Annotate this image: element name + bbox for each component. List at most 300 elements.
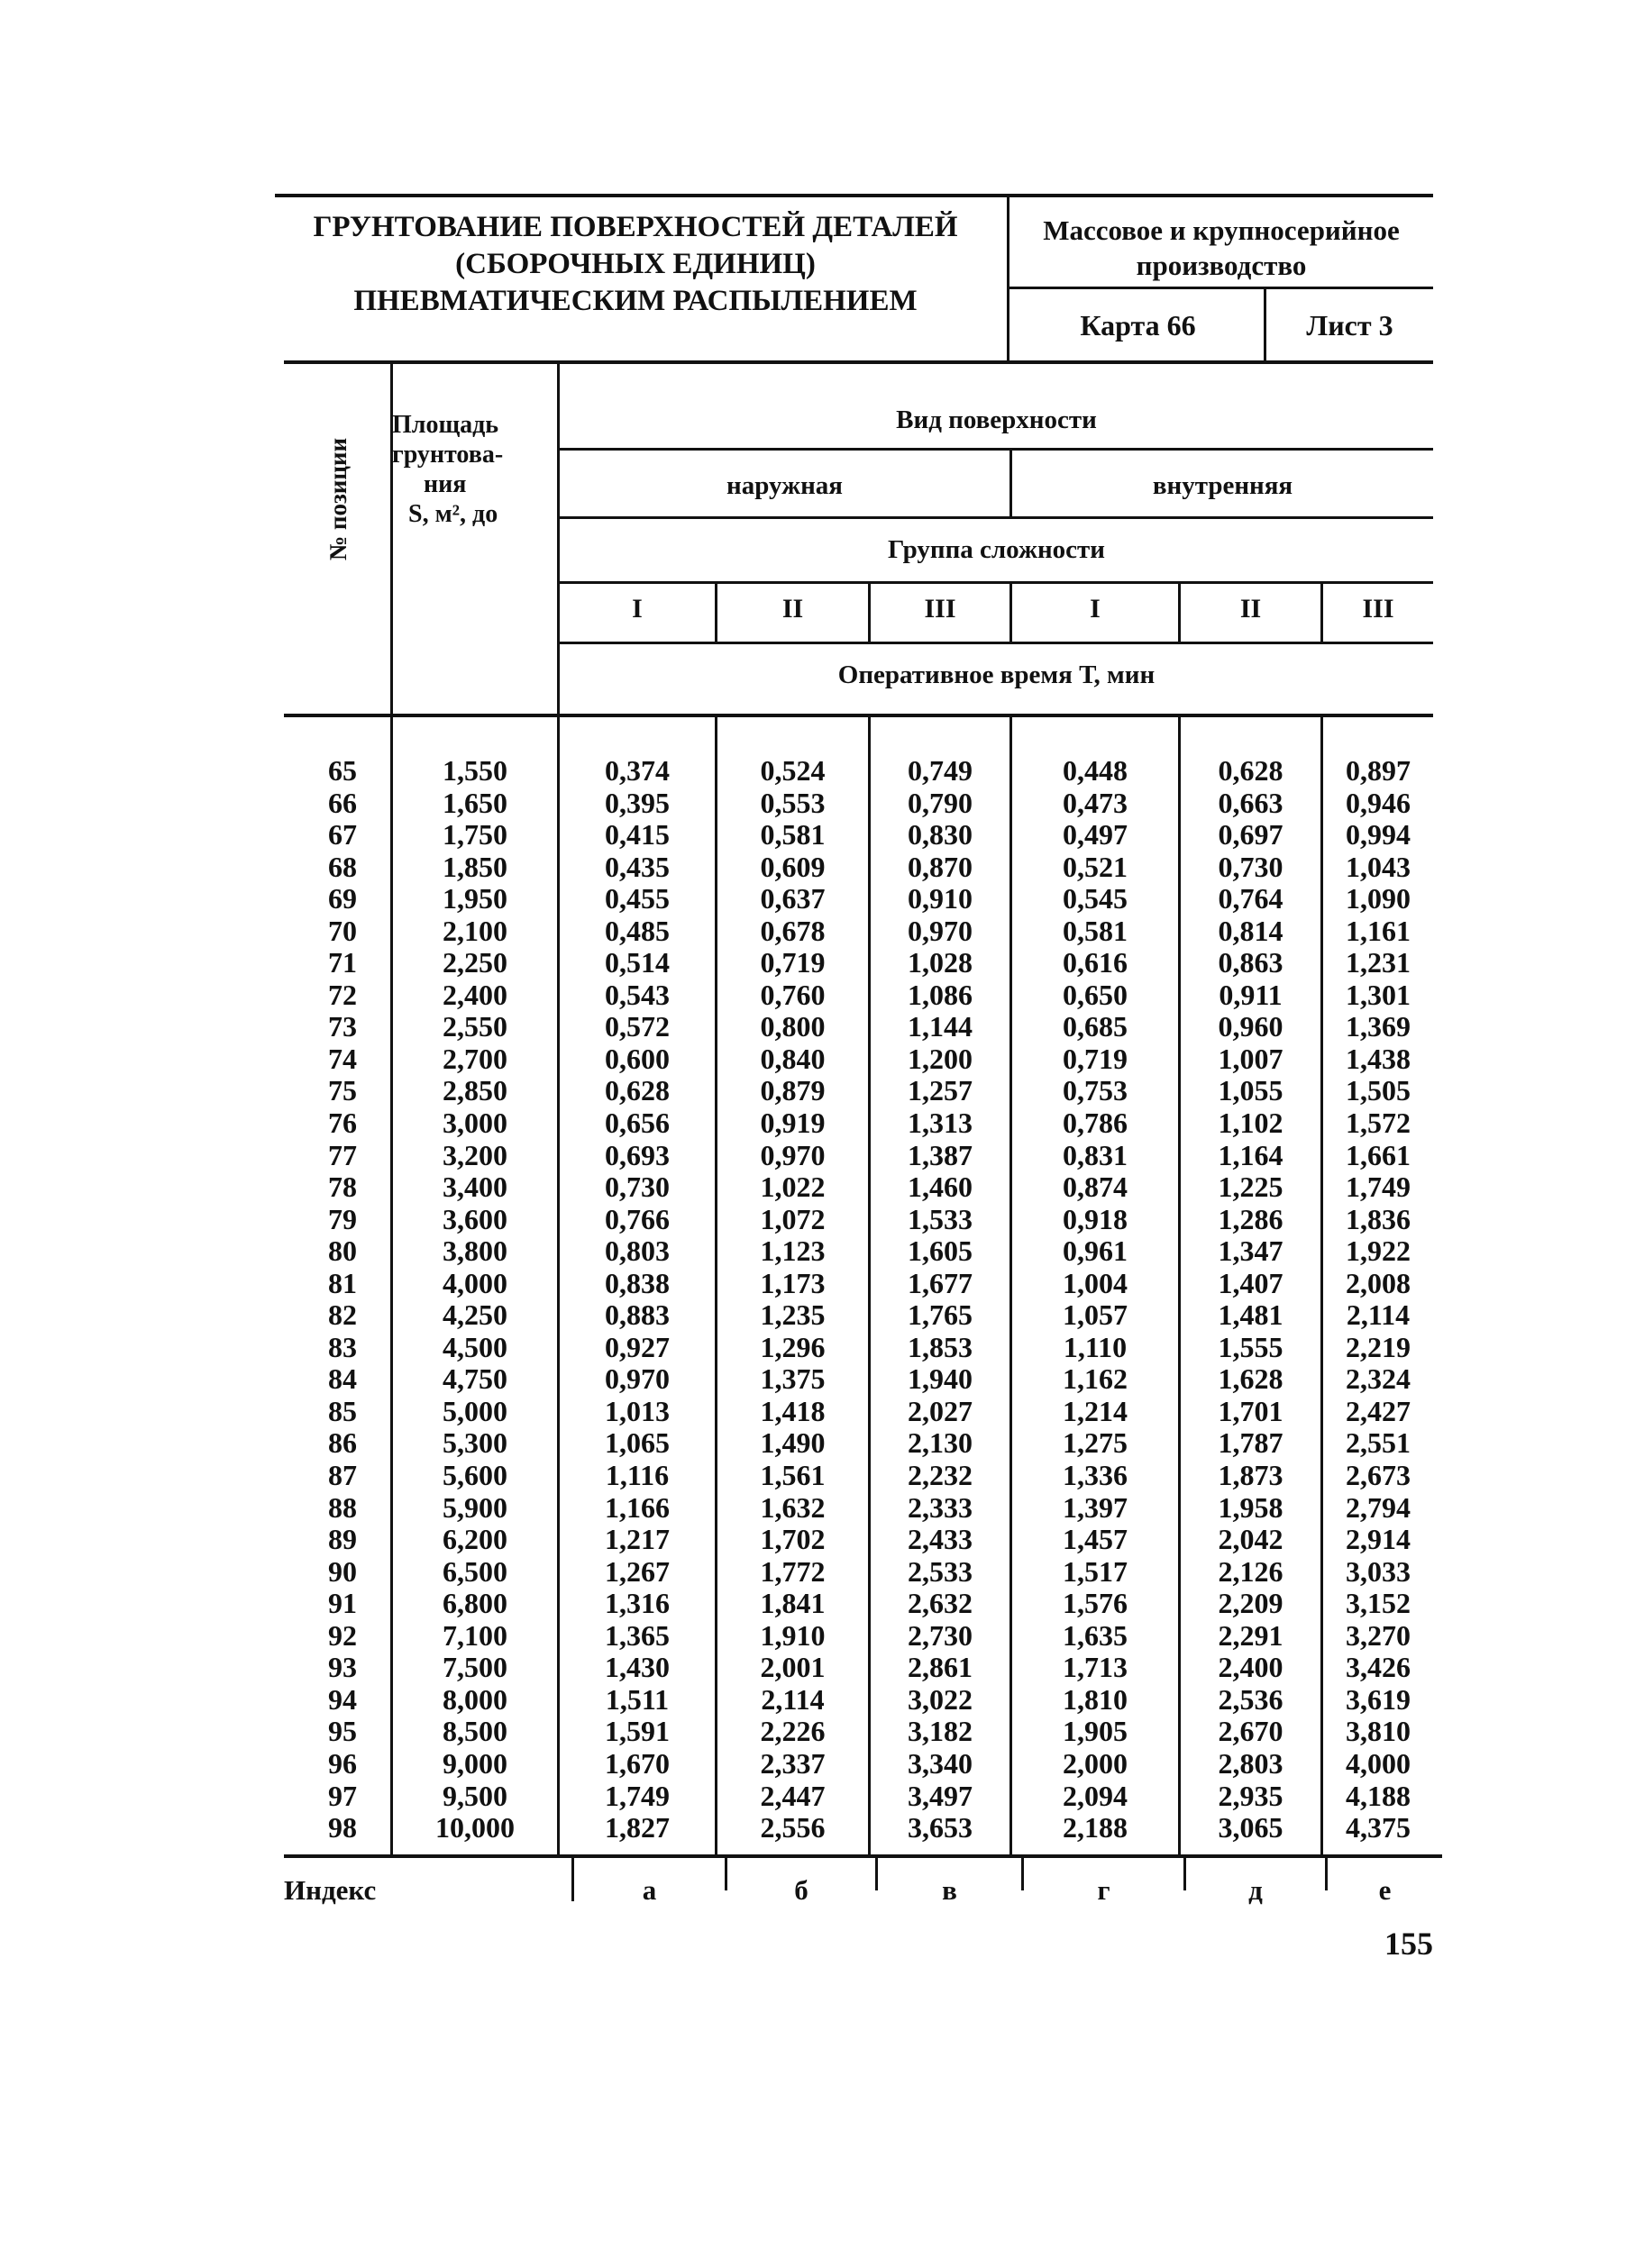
time-cell: 0,946 xyxy=(1346,786,1411,819)
time-cell: 1,430 xyxy=(605,1651,670,1684)
time-cell: 1,787 xyxy=(1218,1426,1283,1460)
area-cell: 4,000 xyxy=(443,1266,507,1299)
time-cell: 1,490 xyxy=(760,1426,826,1460)
time-cell: 3,182 xyxy=(908,1715,973,1748)
time-cell: 2,447 xyxy=(760,1779,826,1812)
group-inner-2: II xyxy=(1239,594,1262,624)
position-cell: 97 xyxy=(328,1779,357,1812)
time-cell: 2,226 xyxy=(760,1715,826,1748)
time-cell: 1,144 xyxy=(908,1010,973,1043)
time-cell: 0,543 xyxy=(605,978,670,1011)
time-cell: 0,764 xyxy=(1218,882,1283,915)
time-cell: 0,790 xyxy=(908,786,973,819)
time-cell: 0,918 xyxy=(1063,1202,1128,1235)
time-cell: 2,209 xyxy=(1218,1587,1283,1620)
time-cell: 0,830 xyxy=(908,818,973,852)
time-cell: 2,935 xyxy=(1218,1779,1283,1812)
time-cell: 1,517 xyxy=(1063,1554,1128,1588)
time-cell: 0,840 xyxy=(760,1042,826,1075)
time-cell: 1,438 xyxy=(1346,1042,1411,1075)
time-cell: 2,427 xyxy=(1346,1394,1411,1427)
time-cell: 2,232 xyxy=(908,1459,973,1492)
time-cell: 3,497 xyxy=(908,1779,973,1812)
time-cell: 2,861 xyxy=(908,1651,973,1684)
time-cell: 2,000 xyxy=(1063,1746,1128,1780)
area-cell: 7,500 xyxy=(443,1651,507,1684)
position-cell: 85 xyxy=(328,1394,357,1427)
area-cell: 1,950 xyxy=(443,882,507,915)
area-header-line-4: S, м², до xyxy=(408,500,498,528)
time-cell: 1,055 xyxy=(1218,1074,1283,1107)
time-cell: 4,000 xyxy=(1346,1746,1411,1780)
time-cell: 1,713 xyxy=(1063,1651,1128,1684)
time-cell: 0,693 xyxy=(605,1138,670,1171)
time-cell: 0,719 xyxy=(1063,1042,1128,1075)
time-cell: 0,637 xyxy=(760,882,826,915)
time-cell: 1,214 xyxy=(1063,1394,1128,1427)
time-cell: 4,188 xyxy=(1346,1779,1411,1812)
area-cell: 5,600 xyxy=(443,1459,507,1492)
time-cell: 2,324 xyxy=(1346,1362,1411,1396)
area-cell: 2,700 xyxy=(443,1042,507,1075)
time-cell: 1,369 xyxy=(1346,1010,1411,1043)
group-outer-3: III xyxy=(924,594,956,624)
time-cell: 1,235 xyxy=(760,1298,826,1332)
time-cell: 1,632 xyxy=(760,1490,826,1524)
area-cell: 2,100 xyxy=(443,914,507,947)
index-a: а xyxy=(642,1874,657,1906)
time-cell: 1,007 xyxy=(1218,1042,1283,1075)
time-cell: 1,347 xyxy=(1218,1234,1283,1268)
production-type xyxy=(1009,213,1433,283)
production-line-1: Массовое и крупносерийное xyxy=(1043,214,1400,246)
time-cell: 1,072 xyxy=(760,1202,826,1235)
value-column-outer-1 xyxy=(560,755,715,1844)
time-cell: 1,635 xyxy=(1063,1618,1128,1652)
time-cell: 1,702 xyxy=(760,1523,826,1556)
time-cell: 1,275 xyxy=(1063,1426,1128,1460)
time-cell: 2,042 xyxy=(1218,1523,1283,1556)
time-cell: 1,397 xyxy=(1063,1490,1128,1524)
position-cell: 77 xyxy=(328,1138,357,1171)
time-cell: 1,028 xyxy=(908,946,973,979)
production-rule xyxy=(1007,287,1433,289)
time-cell: 1,166 xyxy=(605,1490,670,1524)
time-cell: 2,126 xyxy=(1218,1554,1283,1588)
time-cell: 0,910 xyxy=(908,882,973,915)
position-cell: 92 xyxy=(328,1618,357,1652)
time-cell: 0,514 xyxy=(605,946,670,979)
area-cell: 6,200 xyxy=(443,1523,507,1556)
time-cell: 1,286 xyxy=(1218,1202,1283,1235)
time-cell: 2,008 xyxy=(1346,1266,1411,1299)
time-cell: 1,533 xyxy=(908,1202,973,1235)
time-cell: 0,581 xyxy=(1063,914,1128,947)
time-cell: 3,270 xyxy=(1346,1618,1411,1652)
time-cell: 1,810 xyxy=(1063,1682,1128,1716)
index-label: Индекс xyxy=(284,1874,377,1906)
time-cell: 0,415 xyxy=(605,818,670,852)
time-cell: 1,225 xyxy=(1218,1170,1283,1204)
time-cell: 0,800 xyxy=(760,1010,826,1043)
time-cell: 0,838 xyxy=(605,1266,670,1299)
time-cell: 2,114 xyxy=(1346,1298,1411,1332)
time-cell: 2,794 xyxy=(1346,1490,1411,1524)
time-cell: 0,766 xyxy=(605,1202,670,1235)
area-cell: 1,650 xyxy=(443,786,507,819)
time-cell: 2,027 xyxy=(908,1394,973,1427)
index-b: б xyxy=(794,1874,808,1906)
time-cell: 1,257 xyxy=(908,1074,973,1107)
top-rule xyxy=(275,194,1433,197)
time-cell: 0,685 xyxy=(1063,1010,1128,1043)
surface-rule xyxy=(557,448,1433,451)
group-rule xyxy=(557,581,1433,584)
position-cell: 70 xyxy=(328,914,357,947)
value-column-outer-2 xyxy=(717,755,868,1844)
time-cell: 1,231 xyxy=(1346,946,1411,979)
time-cell: 2,803 xyxy=(1218,1746,1283,1780)
time-cell: 2,130 xyxy=(908,1426,973,1460)
position-cell: 87 xyxy=(328,1459,357,1492)
time-cell: 0,870 xyxy=(908,850,973,883)
area-cell: 4,500 xyxy=(443,1330,507,1363)
time-cell: 0,753 xyxy=(1063,1074,1128,1107)
time-cell: 2,551 xyxy=(1346,1426,1411,1460)
time-cell: 1,365 xyxy=(605,1618,670,1652)
time-cell: 0,730 xyxy=(1218,850,1283,883)
position-cell: 90 xyxy=(328,1554,357,1588)
position-cell: 94 xyxy=(328,1682,357,1716)
position-cell: 96 xyxy=(328,1746,357,1780)
card-number: Карта 66 xyxy=(1080,309,1196,342)
area-cell: 5,000 xyxy=(443,1394,507,1427)
group-inner-1: I xyxy=(1090,594,1101,624)
time-cell: 2,536 xyxy=(1218,1682,1283,1716)
time-cell: 1,313 xyxy=(908,1107,973,1140)
area-column xyxy=(393,755,557,1844)
position-cell: 76 xyxy=(328,1107,357,1140)
time-cell: 0,521 xyxy=(1063,850,1128,883)
area-cell: 9,000 xyxy=(443,1746,507,1780)
time-cell: 0,485 xyxy=(605,914,670,947)
time-cell: 0,581 xyxy=(760,818,826,852)
position-cell: 86 xyxy=(328,1426,357,1460)
time-cell: 2,337 xyxy=(760,1746,826,1780)
area-cell: 6,500 xyxy=(443,1554,507,1588)
time-cell: 1,841 xyxy=(760,1587,826,1620)
position-cell: 80 xyxy=(328,1234,357,1268)
page-number: 155 xyxy=(1384,1926,1433,1962)
time-cell: 3,065 xyxy=(1218,1811,1283,1844)
time-cell: 1,628 xyxy=(1218,1362,1283,1396)
position-cell: 83 xyxy=(328,1330,357,1363)
area-header xyxy=(392,410,554,529)
area-cell: 3,000 xyxy=(443,1107,507,1140)
position-cell: 91 xyxy=(328,1587,357,1620)
position-cell: 89 xyxy=(328,1523,357,1556)
time-cell: 1,217 xyxy=(605,1523,670,1556)
time-cell: 3,152 xyxy=(1346,1587,1411,1620)
time-cell: 0,730 xyxy=(605,1170,670,1204)
position-cell: 79 xyxy=(328,1202,357,1235)
time-cell: 1,004 xyxy=(1063,1266,1128,1299)
time-cell: 1,387 xyxy=(908,1138,973,1171)
time-cell: 2,094 xyxy=(1063,1779,1128,1812)
position-cell: 68 xyxy=(328,850,357,883)
time-cell: 1,161 xyxy=(1346,914,1411,947)
time-cell: 2,400 xyxy=(1218,1651,1283,1684)
time-cell: 1,576 xyxy=(1063,1587,1128,1620)
time-cell: 1,316 xyxy=(605,1587,670,1620)
area-header-line-2: грунтова- xyxy=(392,441,504,469)
time-cell: 1,407 xyxy=(1218,1266,1283,1299)
area-cell: 3,200 xyxy=(443,1138,507,1171)
time-cell: 3,022 xyxy=(908,1682,973,1716)
position-cell: 95 xyxy=(328,1715,357,1748)
time-cell: 0,435 xyxy=(605,850,670,883)
group-inner-3: III xyxy=(1362,594,1394,624)
time-cell: 0,553 xyxy=(760,786,826,819)
header-bottom-rule xyxy=(284,714,1433,717)
time-cell: 1,022 xyxy=(760,1170,826,1204)
time-cell: 0,545 xyxy=(1063,882,1128,915)
position-cell: 71 xyxy=(328,946,357,979)
time-cell: 0,970 xyxy=(908,914,973,947)
time-cell: 0,814 xyxy=(1218,914,1283,947)
value-column-inner-3 xyxy=(1323,755,1433,1844)
outer-surface-header: наружная xyxy=(726,471,843,500)
area-cell: 9,500 xyxy=(443,1779,507,1812)
time-cell: 0,650 xyxy=(1063,978,1128,1011)
time-cell: 0,448 xyxy=(1063,754,1128,787)
time-cell: 3,033 xyxy=(1346,1554,1411,1588)
position-column xyxy=(297,755,388,1844)
value-column-outer-3 xyxy=(871,755,1009,1844)
time-cell: 2,333 xyxy=(908,1490,973,1524)
time-cell: 0,628 xyxy=(605,1074,670,1107)
group-outer-1: I xyxy=(632,594,643,624)
time-cell: 0,656 xyxy=(605,1107,670,1140)
title-line-3: ПНЕВМАТИЧЕСКИМ РАСПЫЛЕНИЕМ xyxy=(353,285,918,317)
time-cell: 1,836 xyxy=(1346,1202,1411,1235)
area-cell: 8,500 xyxy=(443,1715,507,1748)
document-title xyxy=(275,209,996,320)
area-cell: 10,000 xyxy=(435,1811,515,1844)
time-cell: 0,497 xyxy=(1063,818,1128,852)
time-cell: 1,162 xyxy=(1063,1362,1128,1396)
position-cell: 67 xyxy=(328,818,357,852)
time-cell: 0,879 xyxy=(760,1074,826,1107)
time-cell: 4,375 xyxy=(1346,1811,1411,1844)
time-cell: 0,863 xyxy=(1218,946,1283,979)
time-cell: 0,455 xyxy=(605,882,670,915)
index-v: в xyxy=(942,1874,957,1906)
area-cell: 7,100 xyxy=(443,1618,507,1652)
time-cell: 0,927 xyxy=(605,1330,670,1363)
time-cell: 1,267 xyxy=(605,1554,670,1588)
time-cell: 1,123 xyxy=(760,1234,826,1268)
time-cell: 1,661 xyxy=(1346,1138,1411,1171)
time-cell: 2,914 xyxy=(1346,1523,1411,1556)
sheet-number: Лист 3 xyxy=(1306,309,1393,342)
operative-time-header: Оперативное время Т, мин xyxy=(837,660,1156,689)
time-cell: 0,616 xyxy=(1063,946,1128,979)
time-cell: 1,173 xyxy=(760,1266,826,1299)
time-cell: 1,572 xyxy=(1346,1107,1411,1140)
title-line-1: ГРУНТОВАНИЕ ПОВЕРХНОСТЕЙ ДЕТАЛЕЙ xyxy=(313,211,958,243)
position-cell: 74 xyxy=(328,1042,357,1075)
time-cell: 1,749 xyxy=(605,1779,670,1812)
time-cell: 0,760 xyxy=(760,978,826,1011)
time-cell: 1,561 xyxy=(760,1459,826,1492)
time-cell: 2,670 xyxy=(1218,1715,1283,1748)
time-cell: 1,940 xyxy=(908,1362,973,1396)
time-cell: 0,524 xyxy=(760,754,826,787)
area-cell: 2,400 xyxy=(443,978,507,1011)
time-cell: 1,922 xyxy=(1346,1234,1411,1268)
time-cell: 0,719 xyxy=(760,946,826,979)
time-cell: 1,505 xyxy=(1346,1074,1411,1107)
time-cell: 0,697 xyxy=(1218,818,1283,852)
area-cell: 8,000 xyxy=(443,1682,507,1716)
time-cell: 1,057 xyxy=(1063,1298,1128,1332)
time-cell: 2,291 xyxy=(1218,1618,1283,1652)
time-cell: 1,555 xyxy=(1218,1330,1283,1363)
time-cell: 0,600 xyxy=(605,1042,670,1075)
area-cell: 5,300 xyxy=(443,1426,507,1460)
time-cell: 2,001 xyxy=(760,1651,826,1684)
area-cell: 1,850 xyxy=(443,850,507,883)
time-cell: 0,663 xyxy=(1218,786,1283,819)
time-cell: 1,605 xyxy=(908,1234,973,1268)
time-cell: 2,730 xyxy=(908,1618,973,1652)
time-cell: 1,043 xyxy=(1346,850,1411,883)
position-cell: 82 xyxy=(328,1298,357,1332)
area-cell: 1,550 xyxy=(443,754,507,787)
time-cell: 3,340 xyxy=(908,1746,973,1780)
position-header: № позиции xyxy=(324,437,352,560)
complexity-group-header: Группа сложности xyxy=(887,535,1106,564)
time-cell: 3,653 xyxy=(908,1811,973,1844)
outer-inner-rule xyxy=(557,516,1433,519)
time-cell: 0,374 xyxy=(605,754,670,787)
time-cell: 1,481 xyxy=(1218,1298,1283,1332)
position-cell: 88 xyxy=(328,1490,357,1524)
time-cell: 1,873 xyxy=(1218,1459,1283,1492)
time-cell: 1,301 xyxy=(1346,978,1411,1011)
position-cell: 98 xyxy=(328,1811,357,1844)
time-cell: 1,853 xyxy=(908,1330,973,1363)
time-cell: 0,874 xyxy=(1063,1170,1128,1204)
area-cell: 2,550 xyxy=(443,1010,507,1043)
table-top-rule xyxy=(284,360,1433,364)
time-cell: 0,897 xyxy=(1346,754,1411,787)
position-cell: 93 xyxy=(328,1651,357,1684)
area-cell: 5,900 xyxy=(443,1490,507,1524)
index-g: г xyxy=(1097,1874,1110,1906)
time-cell: 3,619 xyxy=(1346,1682,1411,1716)
value-column-inner-1 xyxy=(1012,755,1178,1844)
time-cell: 0,609 xyxy=(760,850,826,883)
table-bottom-rule xyxy=(284,1854,1442,1858)
time-cell: 0,970 xyxy=(760,1138,826,1171)
production-line-2: производство xyxy=(1136,250,1307,281)
time-cell: 0,970 xyxy=(605,1362,670,1396)
time-cell: 1,827 xyxy=(605,1811,670,1844)
time-cell: 2,673 xyxy=(1346,1459,1411,1492)
time-cell: 1,086 xyxy=(908,978,973,1011)
time-cell: 1,765 xyxy=(908,1298,973,1332)
time-cell: 1,065 xyxy=(605,1426,670,1460)
time-cell: 0,395 xyxy=(605,786,670,819)
position-cell: 65 xyxy=(328,754,357,787)
time-cell: 1,591 xyxy=(605,1715,670,1748)
position-cell: 66 xyxy=(328,786,357,819)
time-cell: 0,572 xyxy=(605,1010,670,1043)
time-cell: 1,296 xyxy=(760,1330,826,1363)
time-cell: 2,533 xyxy=(908,1554,973,1588)
time-cell: 1,910 xyxy=(760,1618,826,1652)
group-outer-2: II xyxy=(781,594,804,624)
time-cell: 1,375 xyxy=(760,1362,826,1396)
time-cell: 3,426 xyxy=(1346,1651,1411,1684)
value-column-inner-2 xyxy=(1181,755,1320,1844)
area-cell: 3,600 xyxy=(443,1202,507,1235)
position-cell: 73 xyxy=(328,1010,357,1043)
area-cell: 1,750 xyxy=(443,818,507,852)
area-cell: 3,400 xyxy=(443,1170,507,1204)
area-cell: 3,800 xyxy=(443,1234,507,1268)
time-cell: 1,110 xyxy=(1063,1330,1128,1363)
time-cell: 1,670 xyxy=(605,1746,670,1780)
time-cell: 1,457 xyxy=(1063,1523,1128,1556)
time-cell: 2,219 xyxy=(1346,1330,1411,1363)
time-cell: 1,164 xyxy=(1218,1138,1283,1171)
position-cell: 72 xyxy=(328,978,357,1011)
time-cell: 0,786 xyxy=(1063,1107,1128,1140)
time-cell: 1,958 xyxy=(1218,1490,1283,1524)
time-cell: 2,632 xyxy=(908,1587,973,1620)
time-cell: 0,919 xyxy=(760,1107,826,1140)
time-cell: 1,102 xyxy=(1218,1107,1283,1140)
time-cell: 1,418 xyxy=(760,1394,826,1427)
time-cell: 1,749 xyxy=(1346,1170,1411,1204)
time-cell: 1,013 xyxy=(605,1394,670,1427)
position-cell: 69 xyxy=(328,882,357,915)
roman-rule xyxy=(557,642,1433,644)
title-line-2: (СБОРОЧНЫХ ЕДИНИЦ) xyxy=(455,248,816,280)
time-cell: 0,994 xyxy=(1346,818,1411,852)
time-cell: 1,090 xyxy=(1346,882,1411,915)
time-cell: 3,810 xyxy=(1346,1715,1411,1748)
time-cell: 0,831 xyxy=(1063,1138,1128,1171)
index-d: д xyxy=(1248,1874,1263,1906)
inner-surface-header: внутренняя xyxy=(1152,471,1293,500)
time-cell: 0,473 xyxy=(1063,786,1128,819)
time-cell: 0,628 xyxy=(1218,754,1283,787)
time-cell: 2,556 xyxy=(760,1811,826,1844)
time-cell: 1,116 xyxy=(605,1459,670,1492)
area-header-line-1: Площадь xyxy=(392,411,499,439)
time-cell: 2,433 xyxy=(908,1523,973,1556)
time-cell: 1,200 xyxy=(908,1042,973,1075)
area-header-line-3: ния xyxy=(424,470,467,498)
surface-type-header: Вид поверхности xyxy=(896,405,1097,434)
time-cell: 0,678 xyxy=(760,914,826,947)
time-cell: 0,911 xyxy=(1219,978,1283,1011)
time-cell: 1,772 xyxy=(760,1554,826,1588)
